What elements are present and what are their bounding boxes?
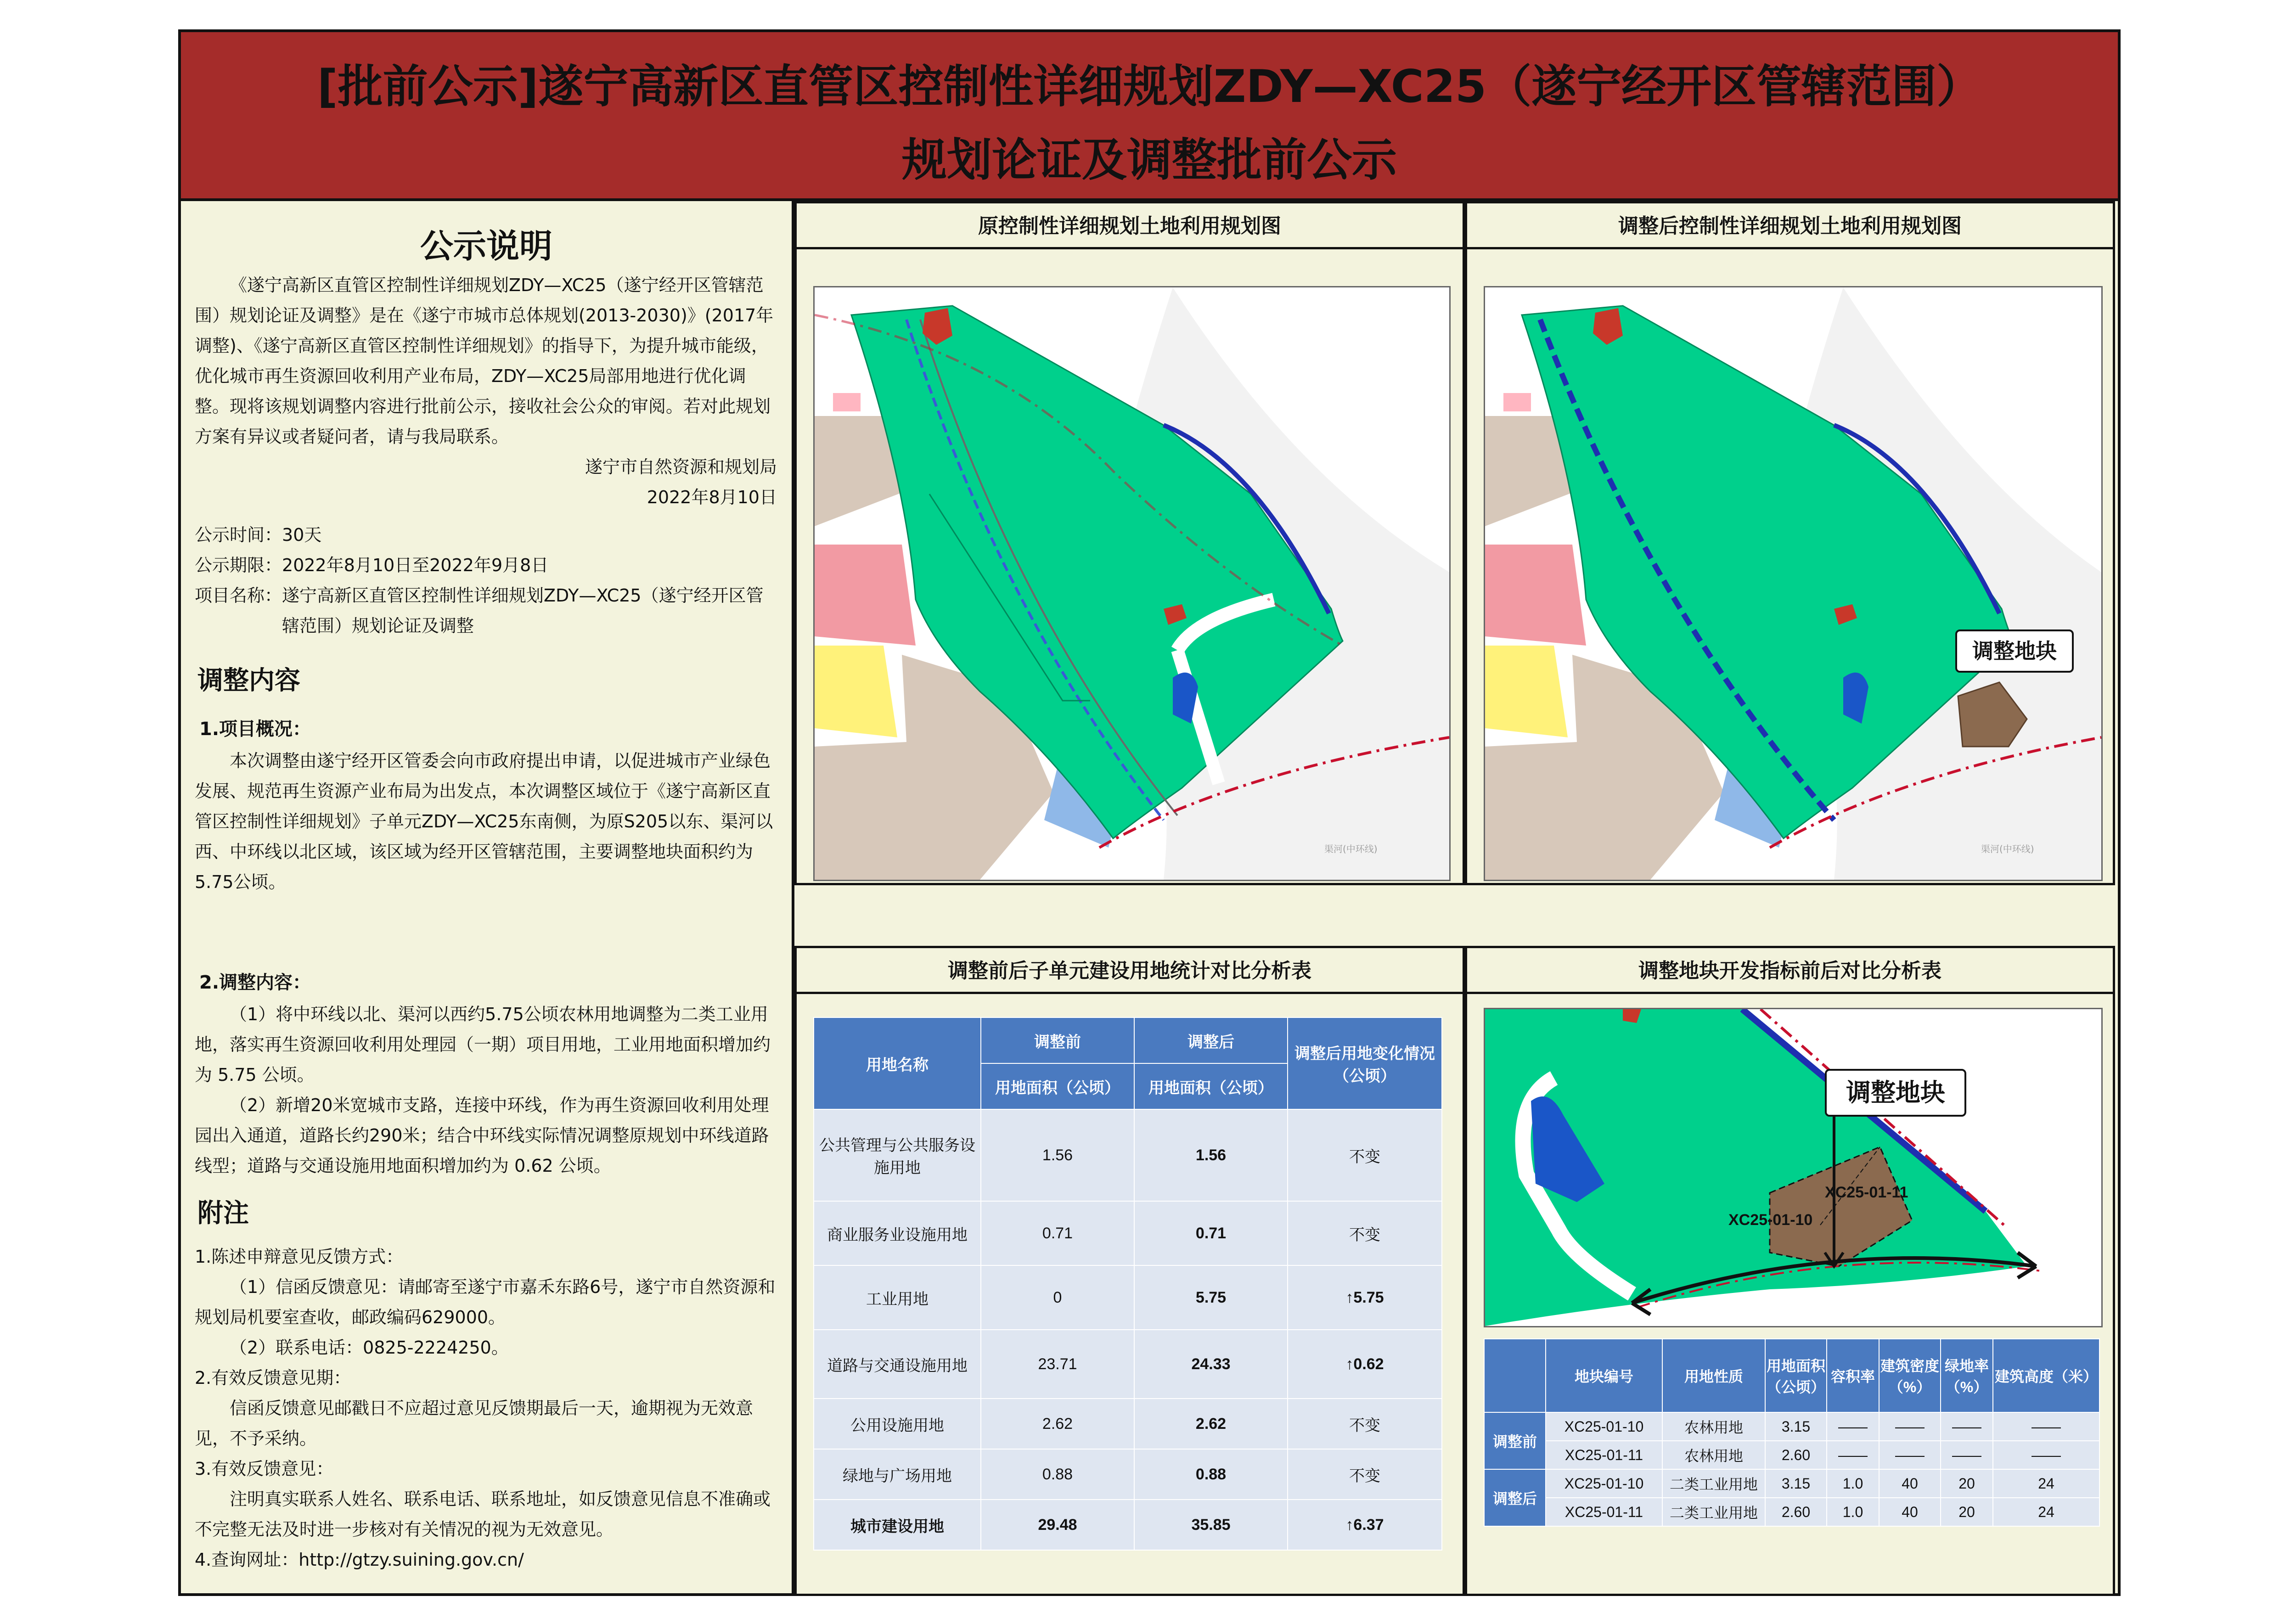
t2-r2-c0: XC25-01-10 xyxy=(1546,1469,1662,1498)
t1-r0-name: 公共管理与公共服务设施用地 xyxy=(814,1109,981,1201)
t1-r2-name: 工业用地 xyxy=(814,1265,981,1330)
appendix-l3: 3.有效反馈意见： xyxy=(195,1459,334,1479)
notice-org: 遂宁市自然资源和规划局 xyxy=(585,457,777,477)
t2-r0-c2: 3.15 xyxy=(1765,1412,1827,1441)
t1-r4-after: 2.62 xyxy=(1134,1399,1288,1449)
table-row xyxy=(1484,1412,2099,1441)
orig-map-panel xyxy=(794,201,1465,885)
indicator-table xyxy=(1484,1338,2100,1527)
parcel-label-a: XC25-01-11 xyxy=(1825,1184,1908,1201)
appendix-l3a: 注明真实联系人姓名、联系电话、联系地址，如反馈意见信息不准确或不完整无法及时进一步核对有关情况的视为无效意见。 xyxy=(195,1489,771,1540)
table-row xyxy=(1484,1469,2099,1498)
t1-r1-before: 0.71 xyxy=(981,1201,1134,1265)
t1-r4-change: 不变 xyxy=(1288,1399,1442,1449)
table-row xyxy=(814,1265,1442,1330)
t2-r0-c4: —— xyxy=(1879,1412,1941,1441)
t2-r0-c0: XC25-01-10 xyxy=(1546,1412,1662,1441)
adjust-s2-title: 2.调整内容： xyxy=(199,972,311,993)
appendix-l2: 2.有效反馈意见期： xyxy=(195,1368,351,1388)
t1-r2-after: 5.75 xyxy=(1134,1265,1288,1330)
title-line-2: 规划论证及调整批前公示 xyxy=(901,134,1397,186)
orig-landuse-map xyxy=(813,286,1451,881)
t1-r2-before: 0 xyxy=(981,1265,1134,1330)
t1-r4-before: 2.62 xyxy=(981,1399,1134,1449)
t2-r2-c4: 40 xyxy=(1879,1469,1941,1498)
adjust-s2-p2: （2）新增20米宽城市支路，连接中环线，作为再生资源回收利用处理园出入通道，道路长约290米；结合中环线实际情况调整原规划中环线道路线型；道路与交通设施用地面积增加约为 0.62 公顷。 xyxy=(195,1095,769,1176)
t1-col-area-before: 用地面积（公顷） xyxy=(981,1063,1134,1109)
t1-col-after: 调整后 xyxy=(1134,1017,1288,1063)
t2-group-after: 调整后 xyxy=(1484,1469,1546,1526)
t1-r6-after: 35.85 xyxy=(1134,1500,1288,1550)
table-row xyxy=(814,1449,1442,1500)
t2-r1-c5: —— xyxy=(1941,1441,1993,1469)
t1-r0-change: 不变 xyxy=(1288,1109,1442,1201)
t1-r5-change: 不变 xyxy=(1288,1449,1442,1500)
t1-col-area-after: 用地面积（公顷） xyxy=(1134,1063,1288,1109)
parcel-detail-map xyxy=(1484,1008,2103,1327)
t2-r3-c4: 40 xyxy=(1879,1498,1941,1526)
t1-r6-change: ↑6.37 xyxy=(1288,1500,1442,1550)
notice-body: 《遂宁高新区直管区控制性详细规划ZDY—XC25（遂宁经开区管辖范围）规划论证及调整》是在《遂宁市城市总体规划(2013-2030)》(2017年调整)、《遂宁高新区直管区控制性详细规划》的指导下，为提升城市能级，优化城市再生资源回收利用产业布局，ZDY—XC25局部用地进行优化调整。现将该规划调整内容进行批前公示，接收社会公众的审阅。若对此规划方案有异议或者疑问者，请与我局联系。 xyxy=(195,275,774,447)
table2-title: 调整地块开发指标前后对比分析表 xyxy=(1467,948,2113,994)
t2-h3: 容积率 xyxy=(1827,1339,1879,1412)
table-row xyxy=(1484,1498,2099,1526)
table-row xyxy=(1484,1441,2099,1469)
t2-r0-c5: —— xyxy=(1941,1412,1993,1441)
t2-r3-c5: 20 xyxy=(1941,1498,1993,1526)
project-value: 遂宁高新区直管区控制性详细规划ZDY—XC25（遂宁经开区管辖范围）规划论证及调整 xyxy=(282,585,764,636)
landuse-table-panel xyxy=(794,946,1465,1596)
appendix-title: 附注 xyxy=(197,1198,249,1228)
appendix-l2a: 信函反馈意见邮戳日不应超过意见反馈期最后一天，逾期视为无效意见，不予采纳。 xyxy=(195,1398,754,1449)
table-row xyxy=(814,1109,1442,1201)
t1-col-change: 调整后用地变化情况（公顷） xyxy=(1288,1017,1442,1109)
t2-h4: 建筑密度（%） xyxy=(1879,1339,1941,1412)
t1-col-name: 用地名称 xyxy=(814,1017,981,1109)
t2-r2-c5: 20 xyxy=(1941,1469,1993,1498)
period-value: 30天 xyxy=(282,525,322,545)
new-map-road-label: 渠河(中环线) xyxy=(1981,843,2034,854)
t1-r5-before: 0.88 xyxy=(981,1449,1134,1500)
t2-r3-c1: 二类工业用地 xyxy=(1662,1498,1765,1526)
table1-title: 调整前后子单元建设用地统计对比分析表 xyxy=(797,948,1463,994)
t2-r1-c2: 2.60 xyxy=(1765,1441,1827,1469)
title-line-1: [批前公示]遂宁高新区直管区控制性详细规划ZDY—XC25（遂宁经开区管辖范围） xyxy=(317,61,1982,113)
adjust-callout: 调整地块 xyxy=(1955,629,2074,673)
t2-r1-c4: —— xyxy=(1879,1441,1941,1469)
t1-r1-after: 0.71 xyxy=(1134,1201,1288,1265)
t2-h6: 建筑高度（米） xyxy=(1993,1339,2099,1412)
t2-r1-c3: —— xyxy=(1827,1441,1879,1469)
t2-r2-c3: 1.0 xyxy=(1827,1469,1879,1498)
t2-h1: 用地性质 xyxy=(1662,1339,1765,1412)
t1-r3-change: ↑0.62 xyxy=(1288,1330,1442,1399)
t1-r5-after: 0.88 xyxy=(1134,1449,1288,1500)
t2-h2: 用地面积（公顷） xyxy=(1765,1339,1827,1412)
new-landuse-map xyxy=(1484,286,2103,881)
orig-map-road-label: 渠河(中环线) xyxy=(1324,843,1378,854)
t2-corner xyxy=(1484,1339,1546,1412)
t1-col-before: 调整前 xyxy=(981,1017,1134,1063)
t1-r3-after: 24.33 xyxy=(1134,1330,1288,1399)
appendix-l1b: （2）联系电话：0825-2224250。 xyxy=(230,1337,509,1358)
adjust-title: 调整内容 xyxy=(197,666,300,696)
t1-r1-name: 商业服务业设施用地 xyxy=(814,1201,981,1265)
table-row xyxy=(814,1201,1442,1265)
t2-r1-c1: 农林用地 xyxy=(1662,1441,1765,1469)
t2-r2-c2: 3.15 xyxy=(1765,1469,1827,1498)
table-row xyxy=(814,1330,1442,1399)
notice-date: 2022年8月10日 xyxy=(647,487,777,507)
new-map-title: 调整后控制性详细规划土地利用规划图 xyxy=(1467,203,2113,249)
t2-r1-c6: —— xyxy=(1993,1441,2099,1469)
t2-h5: 绿地率（%） xyxy=(1941,1339,1993,1412)
adjust-s1-body: 本次调整由遂宁经开区管委会向市政府提出申请，以促进城市产业绿色发展、规范再生资源产业布局为出发点，本次调整区域位于《遂宁高新区直管区控制性详细规划》子单元ZDY—XC25东南侧，为原S205以东、渠河以西、中环线以北区域，该区域为经开区管辖范围，主要调整地块面积约为5.75公顷。 xyxy=(195,751,773,892)
appendix-l1a: （1）信函反馈意见：请邮寄至遂宁市嘉禾东路6号，遂宁市自然资源和规划局机要室查收，邮政编码629000。 xyxy=(195,1277,776,1327)
table-row xyxy=(814,1500,1442,1550)
t2-r0-c1: 农林用地 xyxy=(1662,1412,1765,1441)
t1-r0-after: 1.56 xyxy=(1134,1109,1288,1201)
indicator-panel xyxy=(1465,946,2115,1596)
title-banner xyxy=(181,32,2118,201)
appendix-l4: 4.查询网址：http://gtzy.suining.gov.cn/ xyxy=(195,1550,524,1570)
project-label: 项目名称： xyxy=(195,585,282,606)
notice-period xyxy=(195,520,777,550)
notice-title: 公示说明 xyxy=(420,227,552,265)
t2-r1-c0: XC25-01-11 xyxy=(1546,1441,1662,1469)
period-label: 公示时间： xyxy=(195,525,282,545)
t1-r1-change: 不变 xyxy=(1288,1201,1442,1265)
t2-r3-c3: 1.0 xyxy=(1827,1498,1879,1526)
notice-project xyxy=(195,580,777,641)
t1-r2-change: ↑5.75 xyxy=(1288,1265,1442,1330)
adjust-s1-title: 1.项目概况： xyxy=(199,719,311,740)
t1-r6-name: 城市建设用地 xyxy=(814,1500,981,1550)
t2-group-before: 调整前 xyxy=(1484,1412,1546,1469)
range-label: 公示期限： xyxy=(195,555,282,575)
t2-r3-c6: 24 xyxy=(1993,1498,2099,1526)
landuse-compare-table xyxy=(813,1017,1442,1551)
orig-map-title: 原控制性详细规划土地利用规划图 xyxy=(797,203,1463,249)
poster-frame xyxy=(178,29,2121,1596)
t2-r2-c1: 二类工业用地 xyxy=(1662,1469,1765,1498)
t2-r0-c6: —— xyxy=(1993,1412,2099,1441)
t1-r0-before: 1.56 xyxy=(981,1109,1134,1201)
t2-r0-c3: —— xyxy=(1827,1412,1879,1441)
t1-r3-before: 23.71 xyxy=(981,1330,1134,1399)
t1-r6-before: 29.48 xyxy=(981,1500,1134,1550)
t2-r2-c6: 24 xyxy=(1993,1469,2099,1498)
t2-r3-c0: XC25-01-11 xyxy=(1546,1498,1662,1526)
t2-r3-c2: 2.60 xyxy=(1765,1498,1827,1526)
appendix-l1: 1.陈述申辩意见反馈方式： xyxy=(195,1247,404,1267)
t2-h0: 地块编号 xyxy=(1546,1339,1662,1412)
t1-r4-name: 公用设施用地 xyxy=(814,1399,981,1449)
parcel-label-b: XC25-01-10 xyxy=(1728,1211,1813,1229)
range-value: 2022年8月10日至2022年9月8日 xyxy=(282,555,549,575)
notice-column xyxy=(181,201,794,1596)
t1-r3-name: 道路与交通设施用地 xyxy=(814,1330,981,1399)
detail-callout: 调整地块 xyxy=(1825,1069,1966,1117)
table-row xyxy=(814,1399,1442,1449)
t1-r5-name: 绿地与广场用地 xyxy=(814,1449,981,1500)
new-map-panel xyxy=(1465,201,2115,885)
notice-range xyxy=(195,550,777,580)
adjust-s2-p1: （1）将中环线以北、渠河以西约5.75公顷农林用地调整为二类工业用地，落实再生资源回收利用处理园（一期）项目用地，工业用地面积增加约为 5.75 公顷。 xyxy=(195,1004,771,1085)
